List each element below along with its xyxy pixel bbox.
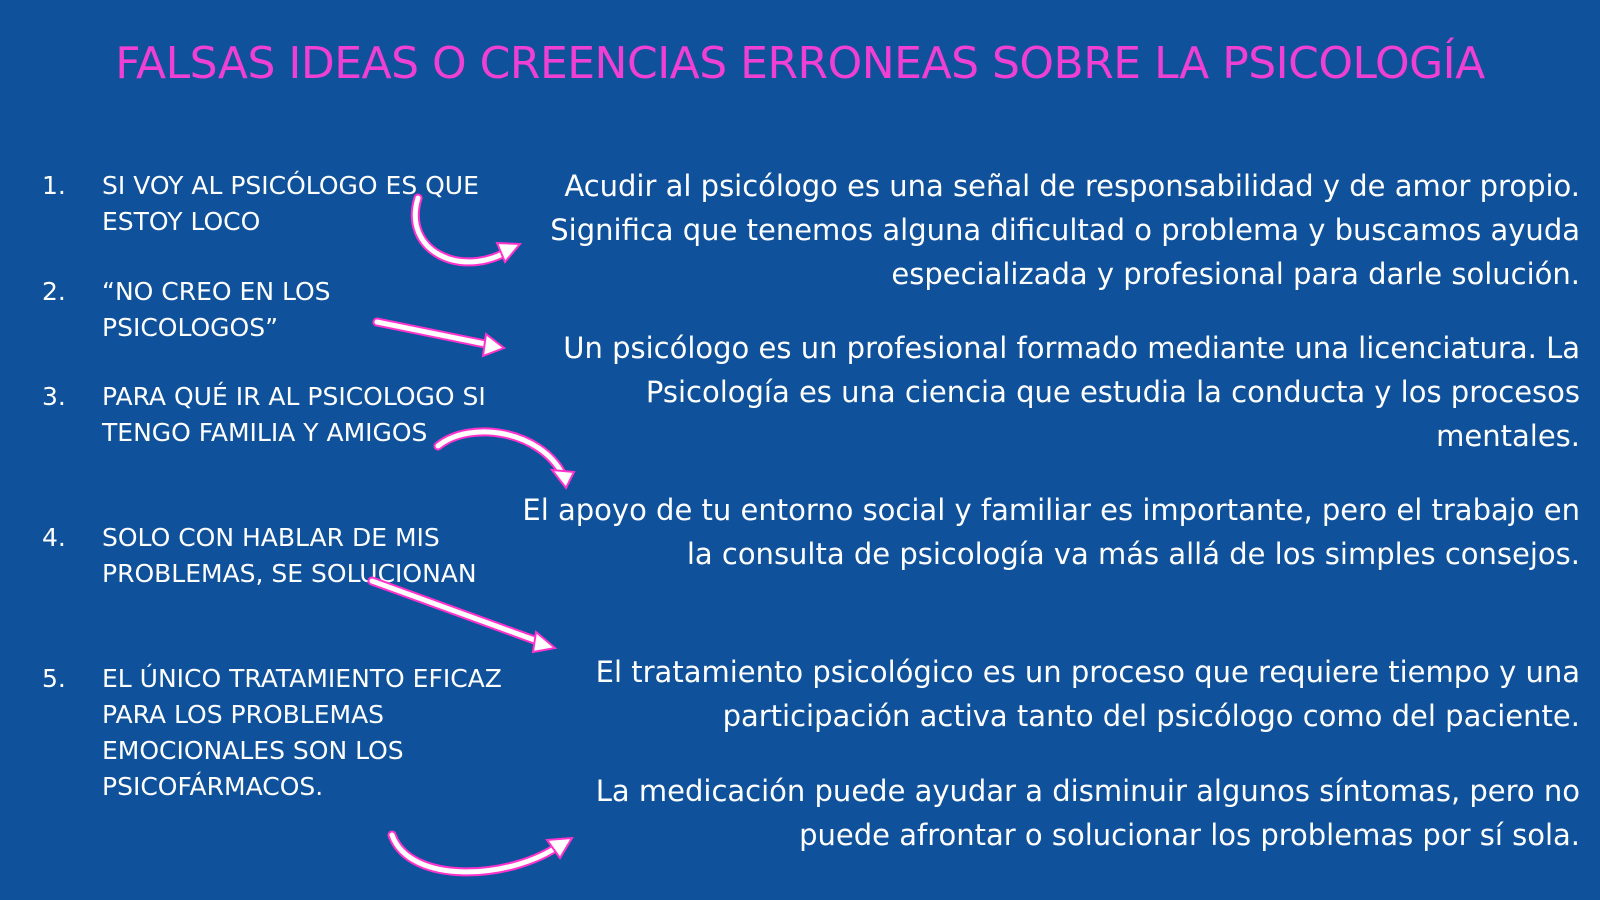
- myth-text: SOLO CON HABLAR DE MIS PROBLEMAS, SE SOLUCIONAN: [102, 523, 477, 588]
- myth-text: PARA QUÉ IR AL PSICOLOGO SI TENGO FAMILIA Y AMIGOS: [102, 382, 486, 447]
- answer-2: Un psicólogo es un profesional formado mediante una licenciatura. La Psicología es una ciencia que estudia la conducta y los procesos mentales.: [563, 331, 1580, 453]
- myth-text: SI VOY AL PSICÓLOGO ES QUE ESTOY LOCO: [102, 171, 479, 236]
- myth-text: “NO CREO EN LOS PSICOLOGOS”: [102, 277, 331, 342]
- answer-1: Acudir al psicólogo es una señal de responsabilidad y de amor propio. Significa que tenemos alguna dificultad o problema y buscamos ayuda especializada y profesional para darle solución.: [550, 169, 1580, 291]
- straight-arrow-2-icon: [377, 322, 504, 356]
- myth-number: 3.: [42, 382, 66, 411]
- curved-arrow-1-icon: [415, 198, 520, 262]
- answer-3: El apoyo de tu entorno social y familiar es importante, pero el trabajo en la consulta de psicología va más allá de los simples consejos.: [522, 493, 1580, 571]
- myth-number: 4.: [42, 523, 66, 552]
- answer-4: El tratamiento psicológico es un proceso que requiere tiempo y una participación activa tanto del psicólogo como del paciente.: [595, 655, 1580, 733]
- myth-number: 2.: [42, 277, 66, 306]
- curved-arrow-3-icon: [438, 432, 574, 488]
- slide-title: FALSAS IDEAS O CREENCIAS ERRONEAS SOBRE LA PSICOLOGÍA: [115, 38, 1485, 89]
- answer-5: La medicación puede ayudar a disminuir algunos síntomas, pero no puede afrontar o solucionar los problemas por sí sola.: [595, 774, 1580, 852]
- straight-arrow-4-icon: [372, 581, 555, 652]
- curved-arrow-5-icon: [392, 835, 572, 872]
- myth-text: EL ÚNICO TRATAMIENTO EFICAZ PARA LOS PROBLEMAS EMOCIONALES SON LOS PSICOFÁRMACOS.: [102, 664, 502, 801]
- myth-number: 1.: [42, 171, 66, 200]
- myth-number: 5.: [42, 664, 66, 693]
